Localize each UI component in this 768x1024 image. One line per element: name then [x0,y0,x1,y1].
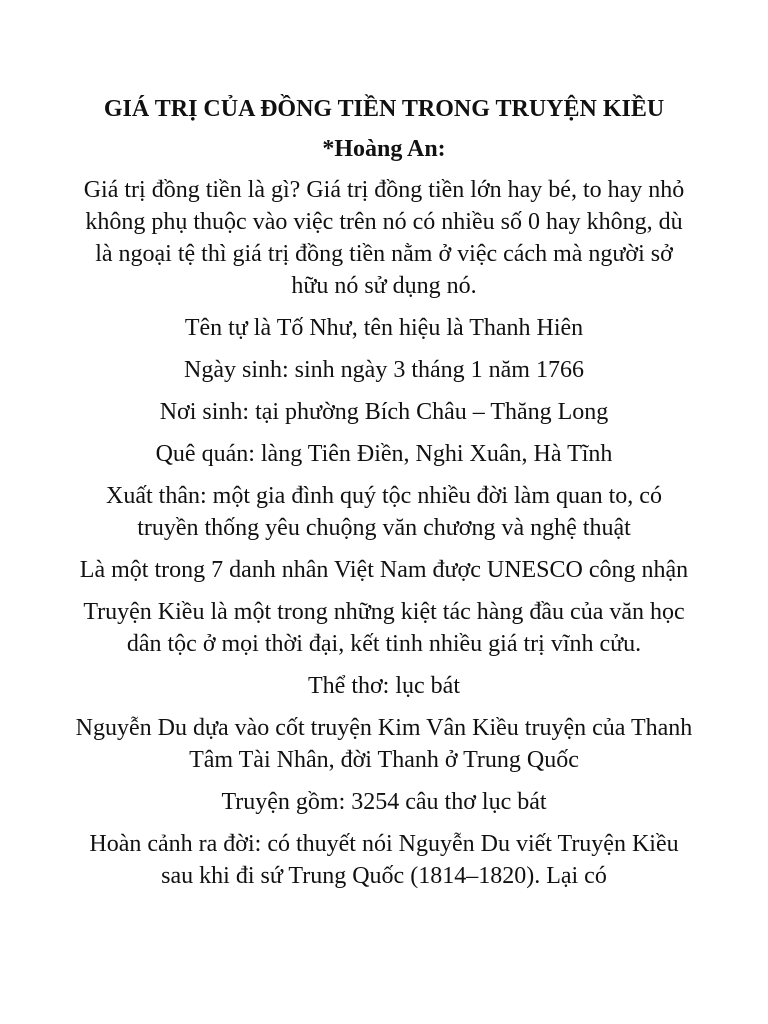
paragraph-verse-count: Truyện gồm: 3254 câu thơ lục bát [221,789,547,815]
author-line: *Hoàng An: [322,136,446,162]
paragraph-birth-date: Ngày sinh: sinh ngày 3 tháng 1 năm 1766 [184,357,584,383]
paragraph-intro: Giá trị đồng tiền là gì? Giá trị đồng tiền lớn hay bé, to hay nhỏ không phụ thuộc vào việc trên nó có nhiều số 0 hay không, dù là ngoại tệ thì giá trị đồng tiền nằm ở việc cách mà người sở hữu nó sử dụng nó. [83,177,685,299]
paragraph-birthplace: Nơi sinh: tại phường Bích Châu – Thăng Long [159,399,609,425]
paragraph-source-story: Nguyễn Du dựa vào cốt truyện Kim Vân Kiều truyện của Thanh Tâm Tài Nhân, đời Thanh ở Trung Quốc [75,715,693,773]
paragraph-masterpiece: Truyện Kiều là một trong những kiệt tác hàng đầu của văn học dân tộc ở mọi thời đại, kết tinh nhiều giá trị vĩnh cửu. [83,599,685,657]
paragraph-context: Hoàn cảnh ra đời: có thuyết nói Nguyễn Du viết Truyện Kiều sau khi đi sứ Trung Quốc (1814–1820). Lại có [89,831,679,889]
paragraph-hometown: Quê quán: làng Tiên Điền, Nghi Xuân, Hà Tĩnh [155,441,613,467]
paragraph-verse-form: Thể thơ: lục bát [308,673,460,699]
document-title: GIÁ TRỊ CỦA ĐỒNG TIỀN TRONG TRUYỆN KIỀU [103,96,665,122]
paragraph-pen-name: Tên tự là Tố Như, tên hiệu là Thanh Hiên [184,315,584,341]
paragraph-origin: Xuất thân: một gia đình quý tộc nhiều đời làm quan to, có truyền thống yêu chuộng văn chương và nghệ thuật [106,483,662,541]
paragraph-unesco: Là một trong 7 danh nhân Việt Nam được UNESCO công nhận [79,557,689,583]
